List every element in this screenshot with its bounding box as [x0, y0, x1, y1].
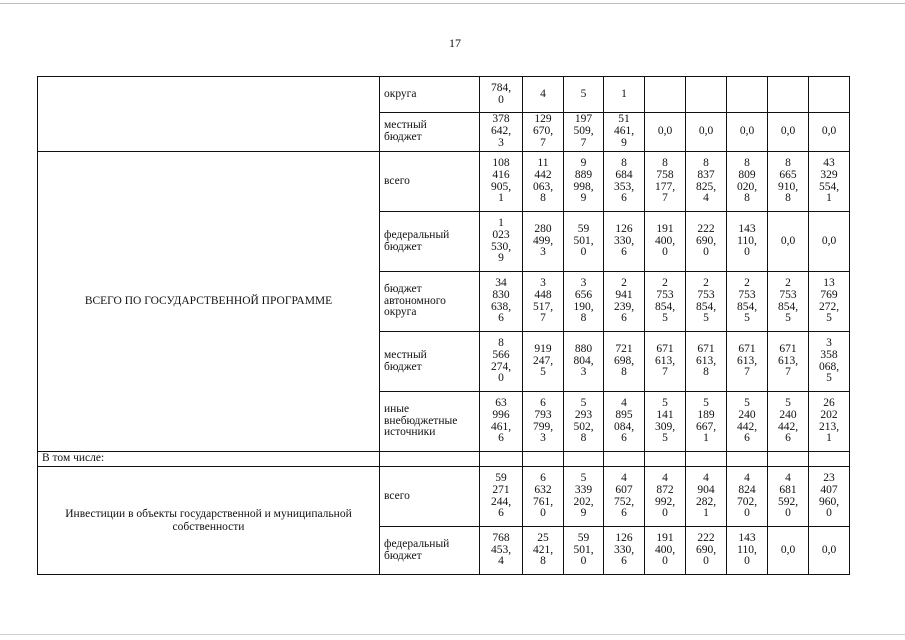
value-cell [809, 77, 850, 113]
value-cell: 59 501, 0 [564, 527, 604, 575]
empty-cell [768, 452, 809, 467]
value-cell: 8 566 274, 0 [480, 332, 523, 392]
value-cell: 1 023 530, 9 [480, 212, 523, 272]
value-cell: 222 690, 0 [686, 527, 727, 575]
empty-cell [380, 452, 480, 467]
empty-cell [645, 452, 686, 467]
value-cell: 671 613, 7 [727, 332, 768, 392]
value-cell: 2 753 854, 5 [768, 272, 809, 332]
value-cell [768, 77, 809, 113]
value-cell: 0,0 [727, 113, 768, 152]
value-cell: 143 110, 0 [727, 527, 768, 575]
value-cell: 378 642, 3 [480, 113, 523, 152]
value-cell: 25 421, 8 [523, 527, 564, 575]
value-cell: 4 872 992, 0 [645, 467, 686, 527]
value-cell: 5 240 442, 6 [727, 392, 768, 452]
value-cell: 768 453, 4 [480, 527, 523, 575]
value-cell: 2 753 854, 5 [727, 272, 768, 332]
value-cell: 5 339 202, 9 [564, 467, 604, 527]
empty-cell [604, 452, 645, 467]
value-cell: 126 330, 6 [604, 527, 645, 575]
value-cell: 1 [604, 77, 645, 113]
funding-source-cell: всего [380, 467, 480, 527]
table-row [38, 152, 850, 212]
value-cell: 880 804, 3 [564, 332, 604, 392]
table-row [38, 77, 850, 113]
value-cell: 2 941 239, 6 [604, 272, 645, 332]
value-cell: 3 656 190, 8 [564, 272, 604, 332]
value-cell: 3 358 068, 5 [809, 332, 850, 392]
empty-cell [686, 452, 727, 467]
value-cell: 13 769 272, 5 [809, 272, 850, 332]
continued-program-cell [38, 77, 380, 152]
value-cell: 191 400, 0 [645, 527, 686, 575]
value-cell [686, 77, 727, 113]
value-cell: 4 824 702, 0 [727, 467, 768, 527]
value-cell: 671 613, 7 [645, 332, 686, 392]
value-cell: 4 [523, 77, 564, 113]
funding-source-cell: округа [380, 77, 480, 113]
funding-source-cell: иные внебюджетные источники [380, 392, 480, 452]
funding-source-cell: местный бюджет [380, 332, 480, 392]
value-cell: 26 202 213, 1 [809, 392, 850, 452]
value-cell: 4 681 592, 0 [768, 467, 809, 527]
value-cell: 8 809 020, 8 [727, 152, 768, 212]
value-cell: 59 271 244, 6 [480, 467, 523, 527]
empty-cell [564, 452, 604, 467]
page-number: 17 [449, 36, 461, 50]
value-cell: 5 141 309, 5 [645, 392, 686, 452]
table-row [38, 467, 850, 527]
value-cell: 0,0 [768, 527, 809, 575]
empty-cell [727, 452, 768, 467]
value-cell: 11 442 063, 8 [523, 152, 564, 212]
value-cell: 0,0 [809, 113, 850, 152]
funding-source-cell: федеральный бюджет [380, 527, 480, 575]
value-cell: 2 753 854, 5 [645, 272, 686, 332]
value-cell: 3 448 517, 7 [523, 272, 564, 332]
value-cell: 671 613, 8 [686, 332, 727, 392]
value-cell: 51 461, 9 [604, 113, 645, 152]
empty-cell [480, 452, 523, 467]
program-total-label: ВСЕГО ПО ГОСУДАРСТВЕННОЙ ПРОГРАММЕ [38, 152, 380, 452]
value-cell: 126 330, 6 [604, 212, 645, 272]
value-cell: 2 753 854, 5 [686, 272, 727, 332]
value-cell: 59 501, 0 [564, 212, 604, 272]
value-cell: 129 670, 7 [523, 113, 564, 152]
value-cell: 0,0 [809, 527, 850, 575]
value-cell: 5 189 667, 1 [686, 392, 727, 452]
empty-cell [523, 452, 564, 467]
value-cell: 8 684 353, 6 [604, 152, 645, 212]
value-cell: 4 895 084, 6 [604, 392, 645, 452]
value-cell: 23 407 960, 0 [809, 467, 850, 527]
funding-source-cell: всего [380, 152, 480, 212]
value-cell [645, 77, 686, 113]
value-cell: 721 698, 8 [604, 332, 645, 392]
in-that-number-label: В том числе: [38, 452, 380, 467]
funding-source-cell: местный бюджет [380, 113, 480, 152]
value-cell: 143 110, 0 [727, 212, 768, 272]
value-cell: 6 632 761, 0 [523, 467, 564, 527]
value-cell: 0,0 [768, 113, 809, 152]
budget-table [37, 76, 850, 575]
value-cell: 919 247, 5 [523, 332, 564, 392]
value-cell: 8 758 177, 7 [645, 152, 686, 212]
value-cell: 5 [564, 77, 604, 113]
scan-edge-top [0, 3, 905, 4]
value-cell: 222 690, 0 [686, 212, 727, 272]
value-cell: 0,0 [686, 113, 727, 152]
in-that-number-row [38, 452, 850, 467]
funding-source-cell: бюджет автономного округа [380, 272, 480, 332]
value-cell: 191 400, 0 [645, 212, 686, 272]
value-cell: 0,0 [645, 113, 686, 152]
value-cell: 8 665 910, 8 [768, 152, 809, 212]
scan-edge-bottom [0, 634, 905, 635]
investment-label: Инвестиции в объекты государственной и муниципальной собственности [38, 467, 380, 575]
empty-cell [809, 452, 850, 467]
value-cell: 34 830 638, 6 [480, 272, 523, 332]
value-cell: 671 613, 7 [768, 332, 809, 392]
value-cell: 43 329 554, 1 [809, 152, 850, 212]
value-cell: 8 837 825, 4 [686, 152, 727, 212]
funding-source-cell: федеральный бюджет [380, 212, 480, 272]
value-cell: 63 996 461, 6 [480, 392, 523, 452]
value-cell: 4 904 282, 1 [686, 467, 727, 527]
value-cell: 5 240 442, 6 [768, 392, 809, 452]
value-cell: 0,0 [809, 212, 850, 272]
value-cell: 197 509, 7 [564, 113, 604, 152]
value-cell: 5 293 502, 8 [564, 392, 604, 452]
value-cell: 784, 0 [480, 77, 523, 113]
value-cell: 108 416 905, 1 [480, 152, 523, 212]
value-cell [727, 77, 768, 113]
value-cell: 6 793 799, 3 [523, 392, 564, 452]
value-cell: 280 499, 3 [523, 212, 564, 272]
value-cell: 9 889 998, 9 [564, 152, 604, 212]
value-cell: 0,0 [768, 212, 809, 272]
value-cell: 4 607 752, 6 [604, 467, 645, 527]
